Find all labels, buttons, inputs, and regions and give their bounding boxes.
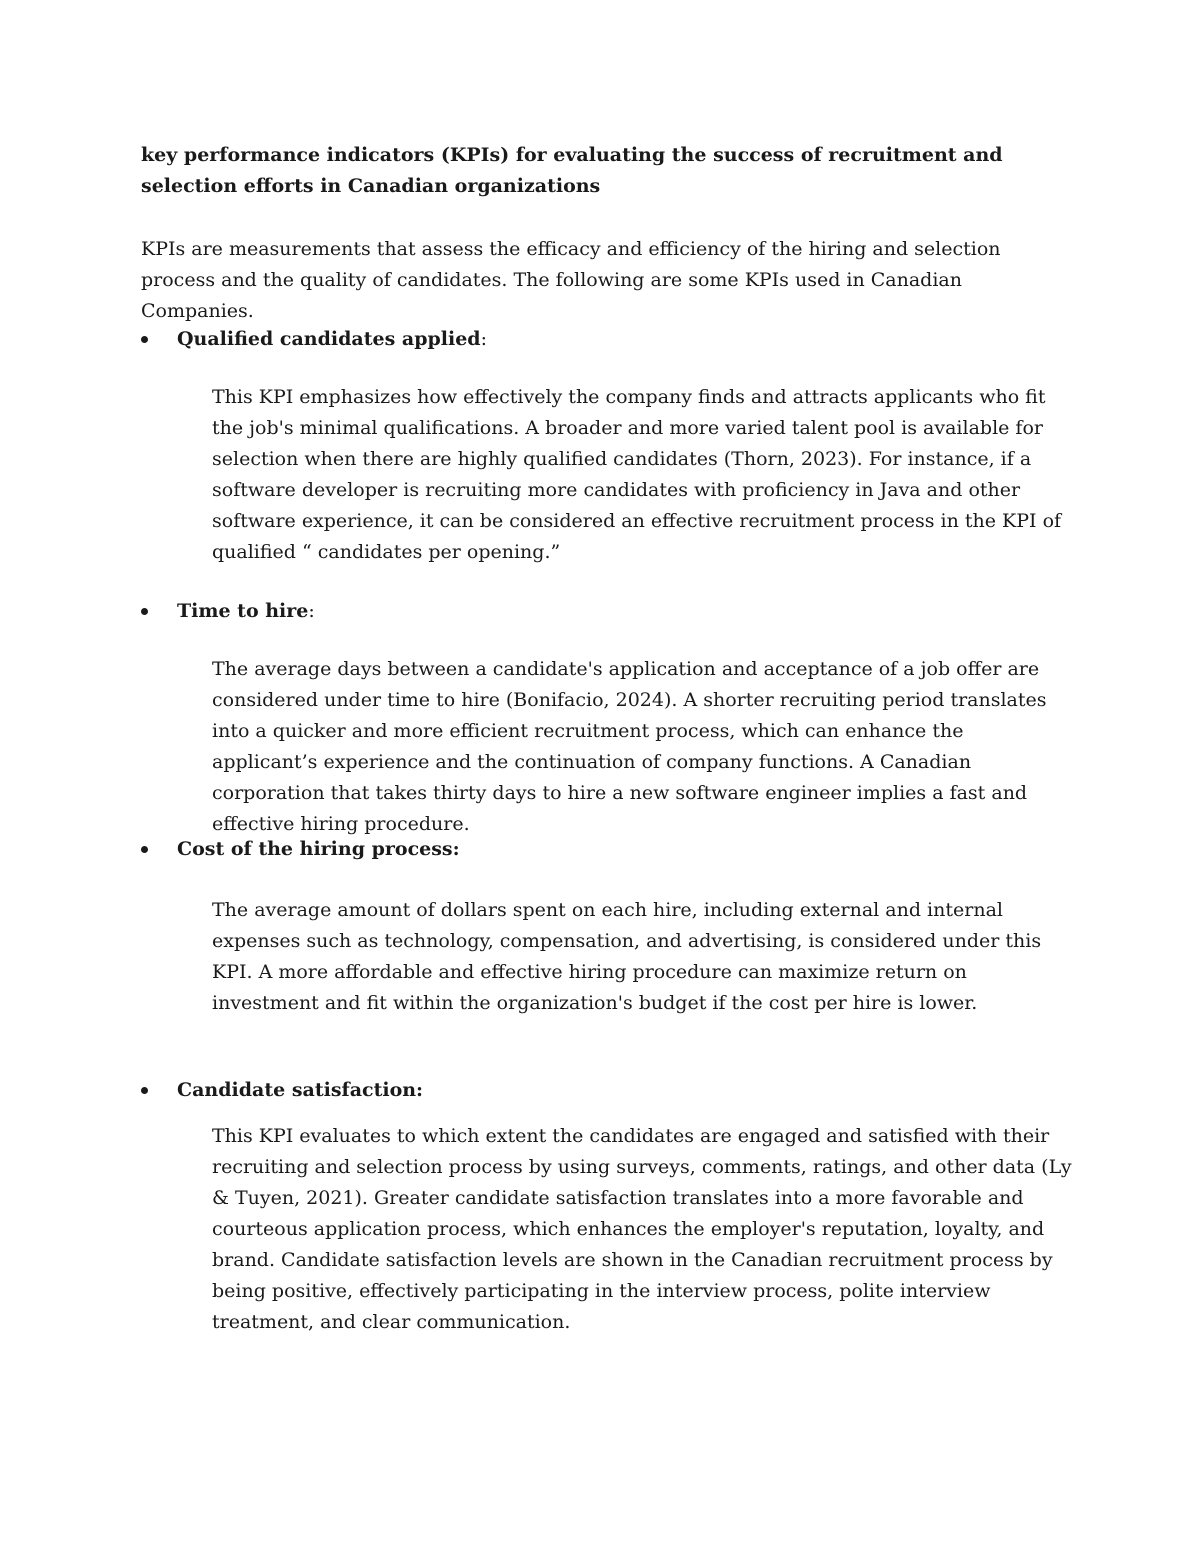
section-heading-text: Qualified candidates applied — [177, 328, 481, 350]
section-heading-text: Cost of the hiring process: — [177, 838, 460, 860]
bullet-icon — [141, 1087, 148, 1094]
bullet-icon — [141, 336, 148, 343]
section-heading — [177, 1075, 423, 1106]
kpi-section-time-to-hire — [141, 596, 1071, 835]
bullet-icon — [141, 846, 148, 853]
section-heading-text: Candidate satisfaction: — [177, 1079, 424, 1101]
section-heading-text: Time to hire — [177, 600, 309, 622]
section-body: The average days between a candidate's application and acceptance of a job offer are considered under time to hire (Bonifacio, 2024). A shorter recruiting period translates into a quicker and more efficient recruitment process, which can enhance the applicant’s experience and the continuation of company functions. A Canadian corporation that takes thirty days to hire a new software engineer implies a fast and effective hiring procedure. — [212, 658, 1047, 835]
document-title: key performance indicators (KPIs) for evaluating the success of recruitment and selection efforts in Canadian organizations — [141, 144, 1003, 197]
kpi-section-qualified-candidates — [141, 324, 1071, 563]
bullet-heading-line — [141, 596, 1071, 627]
kpi-section-hiring-cost — [141, 834, 1071, 1014]
bullet-heading-line — [141, 834, 1071, 865]
intro-paragraph: KPIs are measurements that assess the efficacy and efficiency of the hiring and selection process and the quality of candidates. The following are some KPIs used in Canadian Companies. — [141, 238, 1001, 322]
bullet-heading-line — [141, 1075, 1071, 1106]
section-body: This KPI evaluates to which extent the candidates are engaged and satisfied with their recruiting and selection process by using surveys, comments, ratings, and other data (Ly & Tuyen, 2021). Greater candidate satisfaction translates into a more favorable and courteous application process, which enhances the employer's reputation, loyalty, and brand. Candidate satisfaction levels are shown in the Canadian recruitment process by being positive, effectively participating in the interview process, polite interview treatment, and clear communication. — [212, 1125, 1072, 1333]
bullet-icon — [141, 608, 148, 615]
heading-colon: : — [308, 600, 315, 622]
section-body: The average amount of dollars spent on each hire, including external and internal expenses such as technology, compensation, and advertising, is considered under this KPI. A more affordable and effective hiring procedure can maximize return on investment and fit within the organization's budget if the cost per hire is lower. — [212, 899, 1042, 1014]
bullet-heading-line — [141, 324, 1071, 355]
section-heading — [177, 596, 315, 627]
section-heading — [177, 834, 460, 865]
section-heading — [177, 324, 487, 355]
heading-colon: : — [480, 328, 487, 350]
kpi-section-candidate-satisfaction — [141, 1075, 1072, 1333]
section-body: This KPI emphasizes how effectively the company finds and attracts applicants who fit the job's minimal qualifications. A broader and more varied talent pool is available for selection when there are highly qualified candidates (Thorn, 2023). For instance, if a software developer is recruiting more candidates with proficiency in Java and other software experience, it can be considered an effective recruitment process in the KPI of qualified “ candidates per opening.” — [212, 386, 1062, 563]
